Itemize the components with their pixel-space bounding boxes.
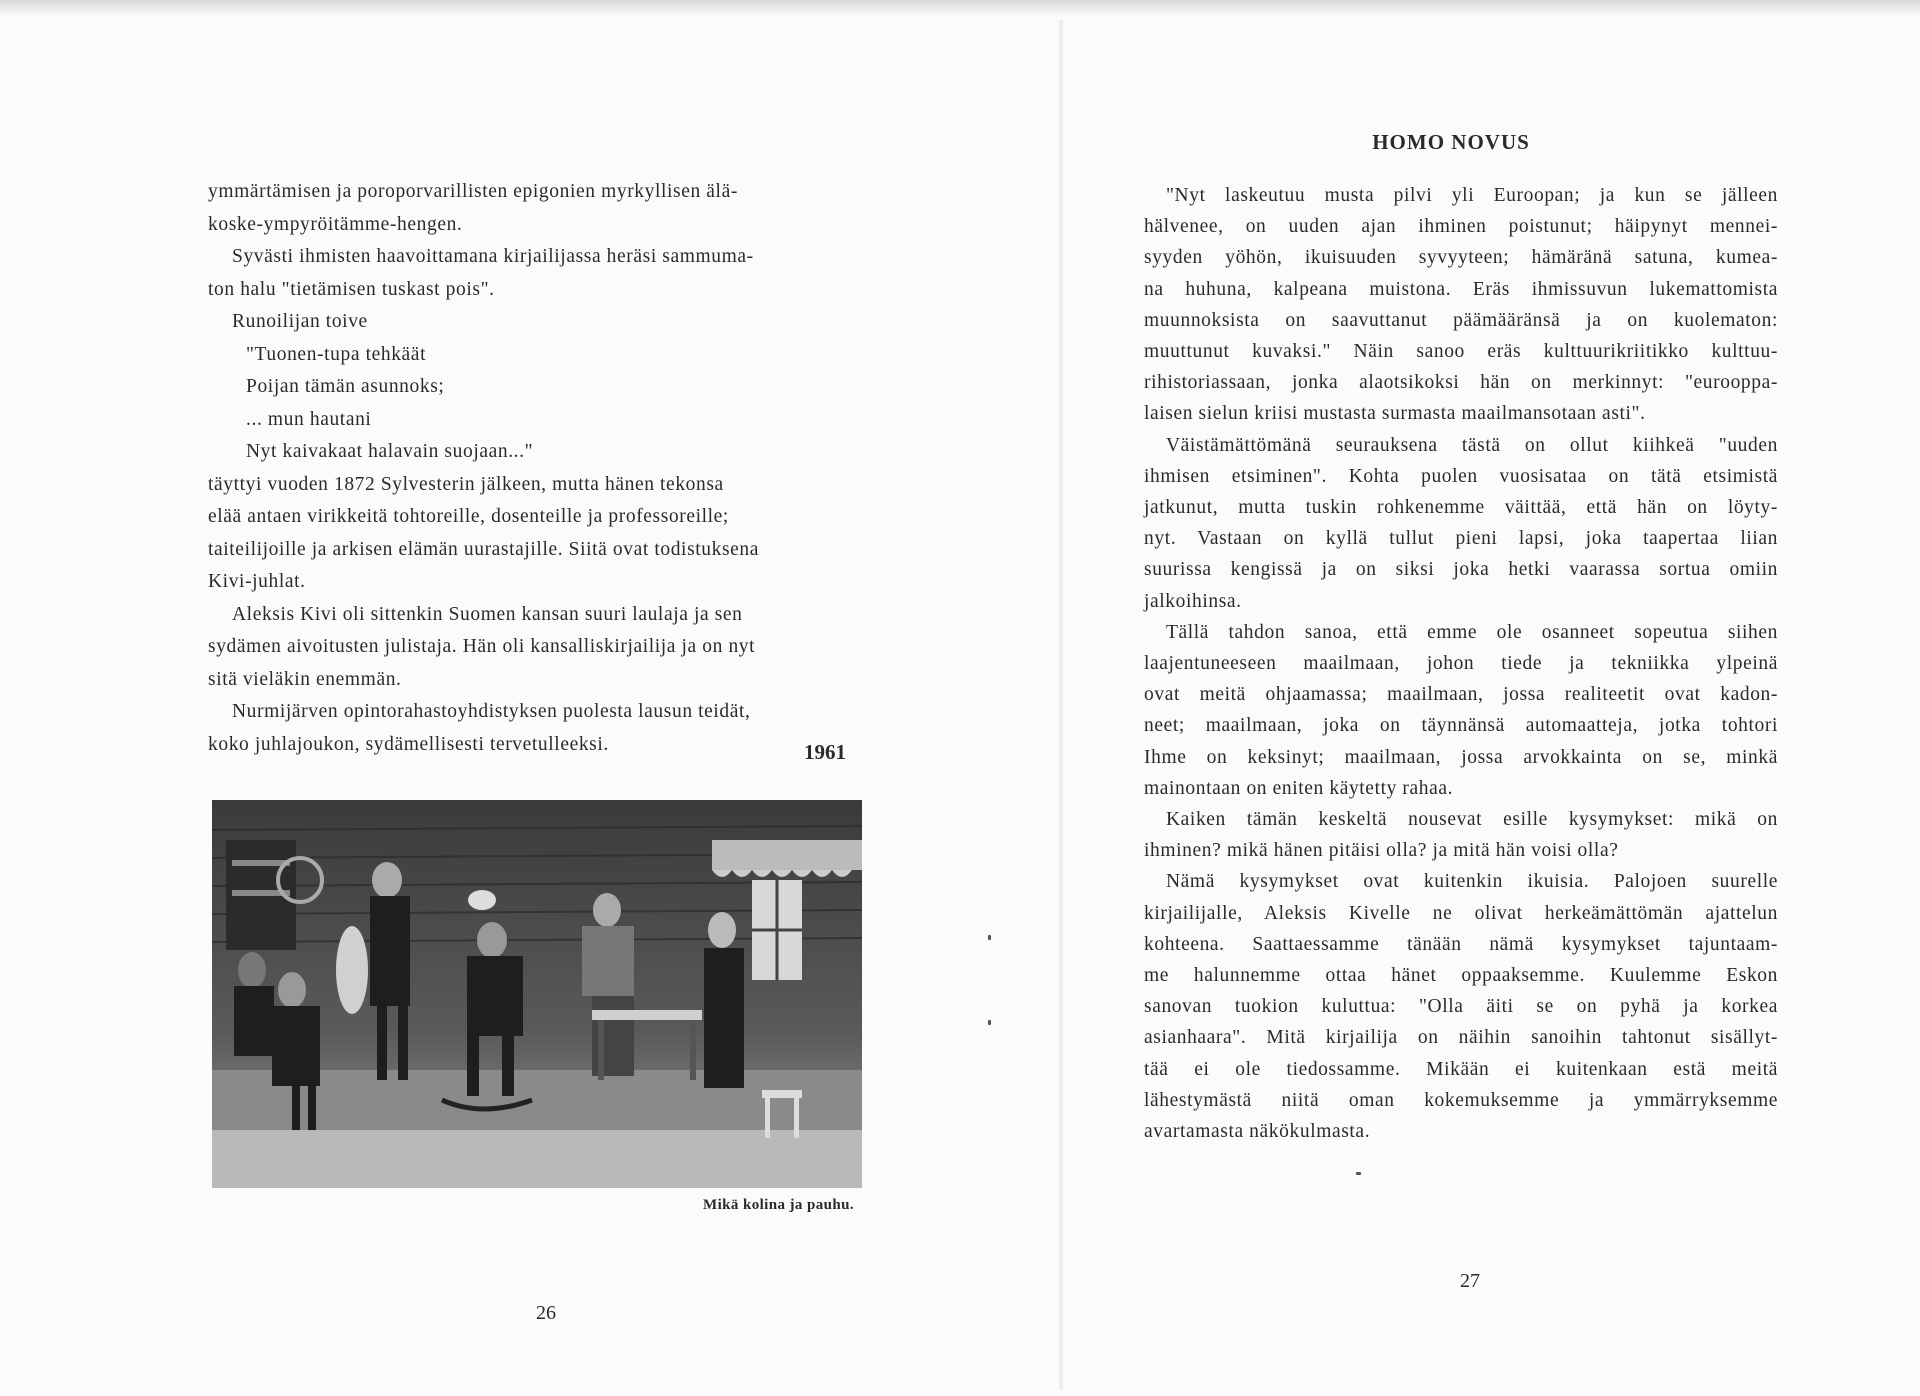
text-line: ymmärtämisen ja poroporvarillisten epigonien myrkyllisen älä-: [208, 181, 738, 202]
page-number-left: 26: [536, 1302, 556, 1324]
text-line: Runoilijan toive: [232, 311, 368, 332]
text-line: ihmisen etsiminen". Kohta puolen vuosisataa on tätä etsimistä: [1144, 465, 1778, 487]
stage-photo: [212, 800, 862, 1188]
text-line: rihistoriassaan, jonka alaotsikoksi hän on merkinnyt: "eurooppa-: [1144, 372, 1778, 394]
text-line: kirjailijalle, Aleksis Kivelle ne olivat herkeämättömän ajattelun: [1144, 902, 1778, 924]
text-line: syyden yöhön, ikuisuuden syvyyteen; hämäränä satuna, kumea-: [1144, 247, 1778, 269]
text-line: ovat meitä ohjaamassa; maailmaan, jossa realiteetit ovat kadon-: [1144, 684, 1778, 706]
scan-speck: [1356, 1172, 1361, 1175]
text-line: avartamasta näkökulmasta.: [1144, 1121, 1371, 1143]
text-line: jalkoihinsa.: [1144, 590, 1242, 612]
page-number-right: 27: [1460, 1270, 1480, 1292]
text-line: muuttunut kuvaksi." Näin sanoo eräs kulttuurikriitikko kulttuu-: [1144, 341, 1778, 363]
verse-line: Nyt kaivakaat halavain suojaan...": [246, 441, 534, 462]
scan-speck: [988, 1020, 991, 1025]
text-line: täyttyi vuoden 1872 Sylvesterin jälkeen, mutta hänen tekonsa: [208, 473, 724, 495]
text-line: kohteena. Saattaessamme tänään nämä kysymykset tajuntaam-: [1144, 933, 1778, 955]
text-line: nyt. Vastaan on kyllä tullut pieni lapsi, joka taapertaa liian: [1144, 528, 1778, 550]
text-line: laajentuneeseen maailmaan, johon tiede ja tekniikka ylpeinä: [1144, 653, 1778, 675]
text-line: hälvenee, on uuden ajan ihminen poistunut; häipynyt mennei-: [1144, 216, 1778, 238]
text-line: sanovan tuokion kuluttua: "Olla äiti se on pyhä ja korkea: [1144, 996, 1778, 1018]
text-line: tää ei ole tiedossamme. Mikään ei kuitenkaan estä meitä: [1144, 1058, 1778, 1080]
text-line: mainontaan on eniten käytetty rahaa.: [1144, 777, 1454, 799]
text-line: muunnoksista on saavuttanut päämääränsä ja on kuolematon:: [1144, 309, 1778, 331]
text-line: Syvästi ihmisten haavoittamana kirjailijassa heräsi sammuma-: [232, 246, 754, 267]
text-line: neet; maailmaan, joka on täynnänsä automaatteja, jotka tohtori: [1144, 715, 1778, 737]
text-line: suurissa kengissä ja on siksi joka hetki vaarassa sortua omiin: [1144, 559, 1778, 581]
year-label: 1961: [804, 740, 846, 764]
verse-line: ... mun hautani: [246, 408, 372, 430]
text-line: Nurmijärven opintorahastoyhdistyksen puolesta lausun teidät,: [232, 701, 751, 722]
verse-line: "Tuonen-tupa tehkäät: [246, 343, 427, 365]
photo-caption: Mikä kolina ja pauhu.: [703, 1197, 854, 1213]
chapter-heading: HOMO NOVUS: [1372, 130, 1530, 154]
text-line: koske-ympyröitämme-hengen.: [208, 213, 463, 235]
text-line: Aleksis Kivi oli sittenkin Suomen kansan suuri laulaja ja sen: [232, 603, 743, 625]
text-line: sitä vieläkin enemmän.: [208, 668, 402, 690]
book-gutter: [1058, 20, 1064, 1390]
scan-speck: [988, 935, 991, 940]
text-line: "Nyt laskeutuu musta pilvi yli Euroopan; ja kun se jälleen: [1166, 185, 1778, 206]
text-line: sydämen aivoitusten julistaja. Hän oli kansalliskirjailija ja on nyt: [208, 636, 756, 657]
stage-photo-image: [212, 800, 862, 1188]
text-line: elää antaen virikkeitä tohtoreille, dosenteille ja professoreille;: [208, 506, 729, 527]
text-line: laisen sielun kriisi mustasta surmasta maailmansotaan asti".: [1144, 403, 1646, 425]
text-line: ton halu "tietämisen tuskast pois".: [208, 278, 495, 300]
text-line: taiteilijoille ja arkisen elämän uurastajille. Siitä ovat todistuksena: [208, 538, 760, 560]
verse-line: Poijan tämän asunnoks;: [246, 376, 445, 397]
text-line: na huhuna, kalpeana muistona. Eräs ihmissuvun lukemattomista: [1144, 278, 1778, 300]
text-line: asianhaara". Mitä kirjailija on näihin sanoihin tahtonut sisällyt-: [1144, 1027, 1778, 1049]
text-line: Väistämättömänä seurauksena tästä on ollut kiihkeä "uuden: [1166, 434, 1778, 456]
right-page-body: [1144, 180, 1778, 1147]
text-line: jatkunut, mutta tuskin rohkenemme väittää, että hän on löyty-: [1144, 497, 1778, 519]
text-line: Tällä tahdon sanoa, että emme ole osanneet sopeutua siihen: [1166, 621, 1778, 643]
text-line: me halunnemme ottaa hänet oppaaksemme. Kuulemme Eskon: [1144, 965, 1778, 987]
text-line: Kaiken tämän keskeltä nousevat esille kysymykset: mikä on: [1166, 809, 1778, 831]
text-line: lähestymästä niitä oman kokemuksemme ja ymmärryksemme: [1144, 1089, 1778, 1111]
text-line: Nämä kysymykset ovat kuitenkin ikuisia. Palojoen suurelle: [1166, 871, 1778, 893]
left-page-body: [208, 176, 844, 761]
text-line: Ihme on keksinyt; maailmaan, jossa arvokkainta on se, minkä: [1144, 746, 1778, 768]
text-line: koko juhlajoukon, sydämellisesti tervetulleeksi.: [208, 733, 609, 755]
text-line: Kivi-juhlat.: [208, 571, 306, 592]
text-line: ihminen? mikä hänen pitäisi olla? ja mitä hän voisi olla?: [1144, 840, 1619, 862]
